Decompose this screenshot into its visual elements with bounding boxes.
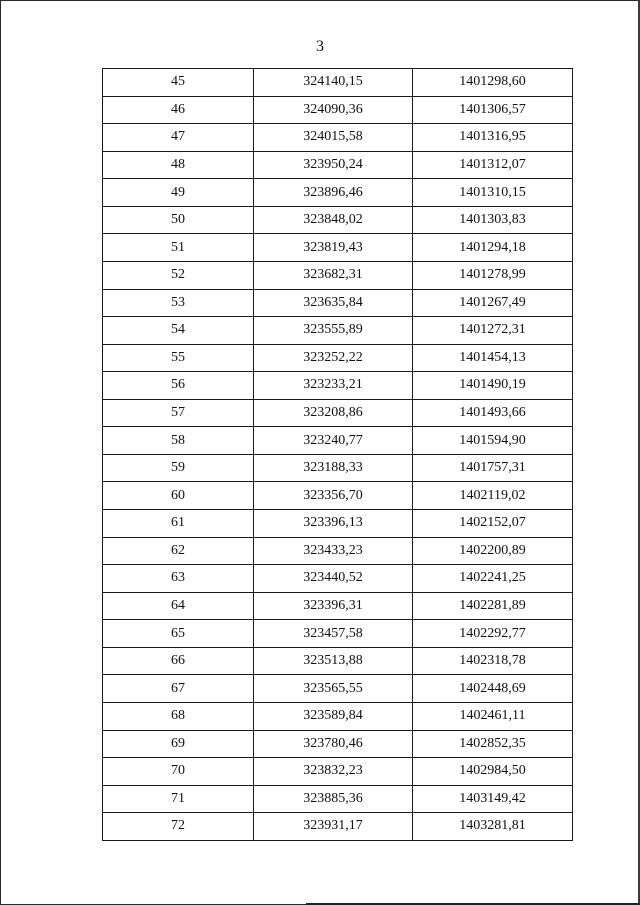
table-row xyxy=(103,454,573,482)
table-row xyxy=(103,482,573,510)
table-row xyxy=(103,537,573,565)
x-coordinate-cell: 323555,89 xyxy=(254,317,413,345)
y-coordinate-cell: 1402318,78 xyxy=(413,647,573,675)
point-number-cell: 58 xyxy=(103,427,254,455)
y-coordinate-cell: 1401490,19 xyxy=(413,372,573,400)
table-row xyxy=(103,372,573,400)
y-coordinate-cell: 1401594,90 xyxy=(413,427,573,455)
table-row xyxy=(103,399,573,427)
coordinates-table-body xyxy=(103,69,573,841)
table-row xyxy=(103,565,573,593)
x-coordinate-cell: 323457,58 xyxy=(254,620,413,648)
table-row xyxy=(103,69,573,97)
y-coordinate-cell: 1403149,42 xyxy=(413,785,573,813)
point-number-cell: 52 xyxy=(103,261,254,289)
page-number: 3 xyxy=(316,38,324,55)
y-coordinate-cell: 1402152,07 xyxy=(413,510,573,538)
x-coordinate-cell: 323252,22 xyxy=(254,344,413,372)
table-row xyxy=(103,730,573,758)
point-number-cell: 46 xyxy=(103,96,254,124)
y-coordinate-cell: 1401267,49 xyxy=(413,289,573,317)
y-coordinate-cell: 1402461,11 xyxy=(413,702,573,730)
x-coordinate-cell: 323396,31 xyxy=(254,592,413,620)
y-coordinate-cell: 1402200,89 xyxy=(413,537,573,565)
table-row xyxy=(103,96,573,124)
y-coordinate-cell: 1402281,89 xyxy=(413,592,573,620)
point-number-cell: 57 xyxy=(103,399,254,427)
x-coordinate-cell: 323240,77 xyxy=(254,427,413,455)
point-number-cell: 66 xyxy=(103,647,254,675)
point-number-cell: 70 xyxy=(103,758,254,786)
table-row xyxy=(103,813,573,841)
x-coordinate-cell: 323396,13 xyxy=(254,510,413,538)
y-coordinate-cell: 1401454,13 xyxy=(413,344,573,372)
x-coordinate-cell: 324015,58 xyxy=(254,124,413,152)
table-row xyxy=(103,510,573,538)
x-coordinate-cell: 323233,21 xyxy=(254,372,413,400)
point-number-cell: 68 xyxy=(103,702,254,730)
point-number-cell: 48 xyxy=(103,151,254,179)
table-row xyxy=(103,151,573,179)
y-coordinate-cell: 1402448,69 xyxy=(413,675,573,703)
point-number-cell: 55 xyxy=(103,344,254,372)
point-number-cell: 49 xyxy=(103,179,254,207)
table-row xyxy=(103,344,573,372)
x-coordinate-cell: 323433,23 xyxy=(254,537,413,565)
x-coordinate-cell: 323931,17 xyxy=(254,813,413,841)
point-number-cell: 64 xyxy=(103,592,254,620)
table-row xyxy=(103,261,573,289)
y-coordinate-cell: 1401278,99 xyxy=(413,261,573,289)
y-coordinate-cell: 1401310,15 xyxy=(413,179,573,207)
point-number-cell: 62 xyxy=(103,537,254,565)
x-coordinate-cell: 323832,23 xyxy=(254,758,413,786)
x-coordinate-cell: 323356,70 xyxy=(254,482,413,510)
point-number-cell: 59 xyxy=(103,454,254,482)
point-number-cell: 61 xyxy=(103,510,254,538)
x-coordinate-cell: 323780,46 xyxy=(254,730,413,758)
x-coordinate-cell: 323950,24 xyxy=(254,151,413,179)
point-number-cell: 45 xyxy=(103,69,254,97)
x-coordinate-cell: 323885,36 xyxy=(254,785,413,813)
x-coordinate-cell: 323635,84 xyxy=(254,289,413,317)
y-coordinate-cell: 1401312,07 xyxy=(413,151,573,179)
x-coordinate-cell: 324140,15 xyxy=(254,69,413,97)
point-number-cell: 69 xyxy=(103,730,254,758)
point-number-cell: 60 xyxy=(103,482,254,510)
point-number-cell: 53 xyxy=(103,289,254,317)
point-number-cell: 72 xyxy=(103,813,254,841)
x-coordinate-cell: 323208,86 xyxy=(254,399,413,427)
point-number-cell: 67 xyxy=(103,675,254,703)
table-row xyxy=(103,675,573,703)
x-coordinate-cell: 324090,36 xyxy=(254,96,413,124)
table-row xyxy=(103,647,573,675)
x-coordinate-cell: 323589,84 xyxy=(254,702,413,730)
y-coordinate-cell: 1401493,66 xyxy=(413,399,573,427)
point-number-cell: 56 xyxy=(103,372,254,400)
point-number-cell: 63 xyxy=(103,565,254,593)
y-coordinate-cell: 1402119,02 xyxy=(413,482,573,510)
x-coordinate-cell: 323565,55 xyxy=(254,675,413,703)
y-coordinate-cell: 1402984,50 xyxy=(413,758,573,786)
y-coordinate-cell: 1402852,35 xyxy=(413,730,573,758)
x-coordinate-cell: 323682,31 xyxy=(254,261,413,289)
y-coordinate-cell: 1401757,31 xyxy=(413,454,573,482)
point-number-cell: 51 xyxy=(103,234,254,262)
y-coordinate-cell: 1401298,60 xyxy=(413,69,573,97)
y-coordinate-cell: 1401303,83 xyxy=(413,206,573,234)
table-row xyxy=(103,620,573,648)
x-coordinate-cell: 323188,33 xyxy=(254,454,413,482)
table-row xyxy=(103,124,573,152)
coordinates-table xyxy=(102,68,573,841)
y-coordinate-cell: 1401294,18 xyxy=(413,234,573,262)
table-row xyxy=(103,702,573,730)
table-row xyxy=(103,785,573,813)
y-coordinate-cell: 1401306,57 xyxy=(413,96,573,124)
point-number-cell: 54 xyxy=(103,317,254,345)
table-row xyxy=(103,758,573,786)
table-row xyxy=(103,289,573,317)
x-coordinate-cell: 323848,02 xyxy=(254,206,413,234)
point-number-cell: 71 xyxy=(103,785,254,813)
point-number-cell: 65 xyxy=(103,620,254,648)
table-row xyxy=(103,206,573,234)
point-number-cell: 47 xyxy=(103,124,254,152)
table-row xyxy=(103,592,573,620)
table-row xyxy=(103,179,573,207)
x-coordinate-cell: 323819,43 xyxy=(254,234,413,262)
x-coordinate-cell: 323513,88 xyxy=(254,647,413,675)
y-coordinate-cell: 1402292,77 xyxy=(413,620,573,648)
y-coordinate-cell: 1401316,95 xyxy=(413,124,573,152)
y-coordinate-cell: 1402241,25 xyxy=(413,565,573,593)
point-number-cell: 50 xyxy=(103,206,254,234)
x-coordinate-cell: 323440,52 xyxy=(254,565,413,593)
y-coordinate-cell: 1403281,81 xyxy=(413,813,573,841)
x-coordinate-cell: 323896,46 xyxy=(254,179,413,207)
table-row xyxy=(103,234,573,262)
y-coordinate-cell: 1401272,31 xyxy=(413,317,573,345)
table-row xyxy=(103,317,573,345)
table-row xyxy=(103,427,573,455)
